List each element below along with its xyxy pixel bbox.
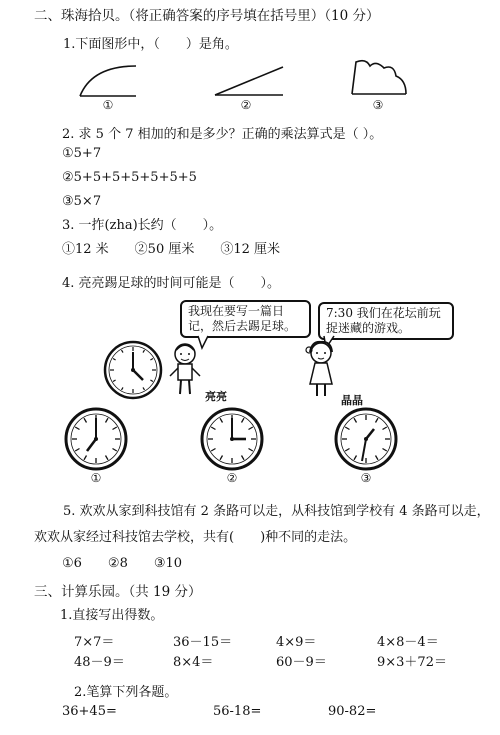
name-jingjing: 晶晶 (341, 394, 363, 407)
speech-bubble-liangliang: 我现在要写一篇日记，然后去踢足球。 (180, 300, 311, 338)
calc-item: 8×4＝ (173, 655, 214, 670)
section-2-heading: 二、珠海拾贝。（将正确答案的序号填在括号里）（10 分） (34, 8, 380, 24)
question-2-option-1: ①5+7 (62, 146, 102, 161)
written-calc-item: 36+45= (62, 704, 117, 719)
calc-item: 60－9＝ (276, 655, 327, 670)
clock-option-2-label: ② (226, 471, 238, 485)
question-3-options: ①12 米 ②50 厘米 ③12 厘米 (62, 242, 281, 257)
boy-liangliang-icon (168, 342, 202, 398)
clock-icon (103, 340, 163, 400)
calc-item: 9×3＋72＝ (377, 655, 447, 670)
question-2-text: 2. 求 5 个 7 相加的和是多少？正确的乘法算式是（ ）。 (62, 127, 383, 142)
written-calc-item: 90-82= (328, 704, 377, 719)
question-4-text: 4. 亮亮踢足球的时间可能是（ ）。 (62, 276, 281, 291)
figure-2-label: ② (240, 98, 252, 112)
question-5-options: ①6 ②8 ③10 (62, 556, 183, 571)
question-2-option-2: ②5+5+5+5+5+5+5 (62, 170, 197, 185)
calc-item: 36－15＝ (173, 635, 233, 650)
clock-option-3-icon (334, 407, 398, 471)
question-5-line-2: 欢欢从家经过科技馆去学校，共有( )种不同的走法。 (34, 530, 357, 545)
clock-option-1-icon (64, 407, 128, 471)
calc-item: 4×8－4＝ (377, 635, 439, 650)
calc-item: 7×7＝ (74, 635, 115, 650)
question-3-text: 3. 一拃(zha)长约（ ）。 (62, 218, 223, 233)
figure-curved-shape (350, 58, 410, 98)
name-liangliang: 亮亮 (205, 390, 227, 403)
figure-1-label: ① (102, 98, 114, 112)
figure-angle (213, 65, 285, 97)
clock-option-3-label: ③ (360, 471, 372, 485)
clock-option-2-icon (200, 407, 264, 471)
clock-option-1-label: ① (90, 471, 102, 485)
calc-subsection-2-title: 2.笔算下列各题。 (74, 685, 178, 700)
girl-jingjing-icon (304, 340, 338, 400)
written-calc-item: 56-18= (213, 704, 262, 719)
question-2-option-3: ③5×7 (62, 194, 102, 209)
calc-item: 48－9＝ (74, 655, 125, 670)
question-1-text: 1.下面图形中，（ ）是角。 (63, 37, 238, 52)
question-5-line-1: 5. 欢欢从家到科技馆有 2 条路可以走，从科技馆到学校有 4 条路可以走， (63, 504, 490, 519)
figure-3-label: ③ (372, 98, 384, 112)
calc-subsection-1-title: 1.直接写出得数。 (60, 608, 164, 623)
calc-item: 4×9＝ (276, 635, 317, 650)
speech-bubble-jingjing: 7:30 我们在花坛前玩捉迷藏的游戏。 (318, 302, 454, 340)
section-3-heading: 三、计算乐园。（共 19 分） (34, 584, 202, 600)
figure-arc (78, 60, 138, 100)
